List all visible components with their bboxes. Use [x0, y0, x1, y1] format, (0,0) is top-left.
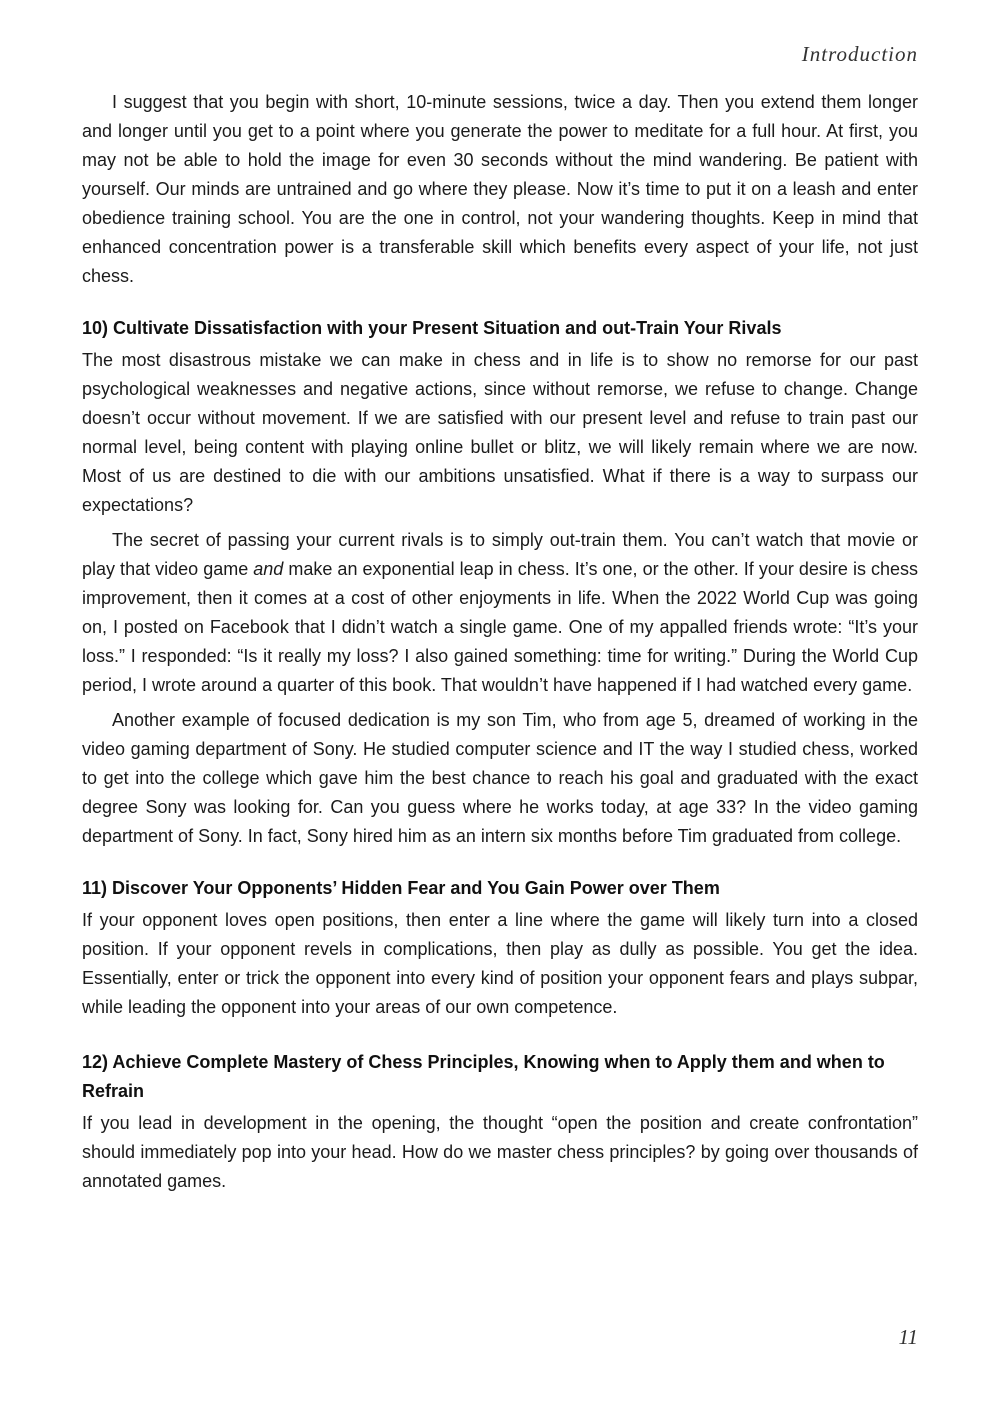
paragraph-out-train	[82, 526, 918, 700]
paragraph-out-train-part-1: The secret of passing your current rivals is to simply out-train them. You can’t watch that movie or play that video game	[82, 530, 918, 579]
paragraph-out-train-part-2: make an exponential leap in chess. It’s one, or the other. If your desire is chess improvement, then it comes at a cost of other enjoyments in life. When the 2022 World Cup was going on, I posted on Facebook that I didn’t watch a single game. One of my appalled friends wrote: “It’s your loss.” I responded: “Is it really my loss? I also gained something: time for writing.” During the World Cup period, I wrote around a quarter of this book. That wouldn’t have happened if I had watched every game.	[82, 559, 919, 695]
running-head: Introduction	[801, 42, 918, 66]
emphasis-and: and	[253, 559, 284, 579]
paragraph-disastrous-mistake: The most disastrous mistake we can make in chess and in life is to show no remorse for our past psychological weaknesses and negative actions, since without remorse, we refuse to change. Change doesn’t occur without movement. If we are satisfied with our present level and refuse to train past our normal level, being content with playing online bullet or blitz, we will likely remain where we are now. Most of us are destined to die with our ambitions unsatisfied. What if there is a way to surpass our expectations?	[82, 350, 918, 515]
paragraph-concentration: I suggest that you begin with short, 10-minute sessions, twice a day. Then you extend them longer and longer until you get to a point where you generate the power to meditate for a full hour. At first, you may not be able to hold the image for even 30 seconds without the mind wandering. Be patient with yourself. Our minds are untrained and go where they please. Now it’s time to put it on a leash and enter obedience training school. You are the one in control, not your wandering thoughts. Keep in mind that enhanced concentration power is a transferable skill which benefits every aspect of your life, not just chess.	[82, 92, 918, 286]
section-heading-12: 12) Achieve Complete Mastery of Chess Principles, Knowing when to Apply them and when to Refrain	[82, 1052, 885, 1101]
section-heading-10: 10) Cultivate Dissatisfaction with your Present Situation and out-Train Your Rivals	[82, 318, 782, 338]
page-number: 11	[898, 1325, 918, 1349]
section-heading-11: 11) Discover Your Opponents’ Hidden Fear and You Gain Power over Them	[82, 878, 720, 898]
paragraph-hidden-fear: If your opponent loves open positions, then enter a line where the game will likely turn into a closed position. If your opponent revels in complications, then play as dully as possible. You get the idea. Essentially, enter or trick the opponent into every kind of position your opponent fears and plays subpar, while leading the opponent into your areas of our own competence.	[82, 910, 918, 1017]
page-body	[82, 88, 918, 1202]
paragraph-chess-principles: If you lead in development in the opening, the thought “open the position and create confrontation” should immediately pop into your head. How do we master chess principles? by going over thousands of annotated games.	[82, 1113, 918, 1191]
paragraph-focused-dedication: Another example of focused dedication is my son Tim, who from age 5, dreamed of working in the video gaming department of Sony. He studied computer science and IT the way I studied chess, worked to get into the college which gave him the best chance to reach his goal and graduated with the exact degree Sony was looking for. Can you guess where he works today, at age 33? In the video gaming department of Sony. In fact, Sony hired him as an intern six months before Tim graduated from college.	[82, 710, 918, 846]
